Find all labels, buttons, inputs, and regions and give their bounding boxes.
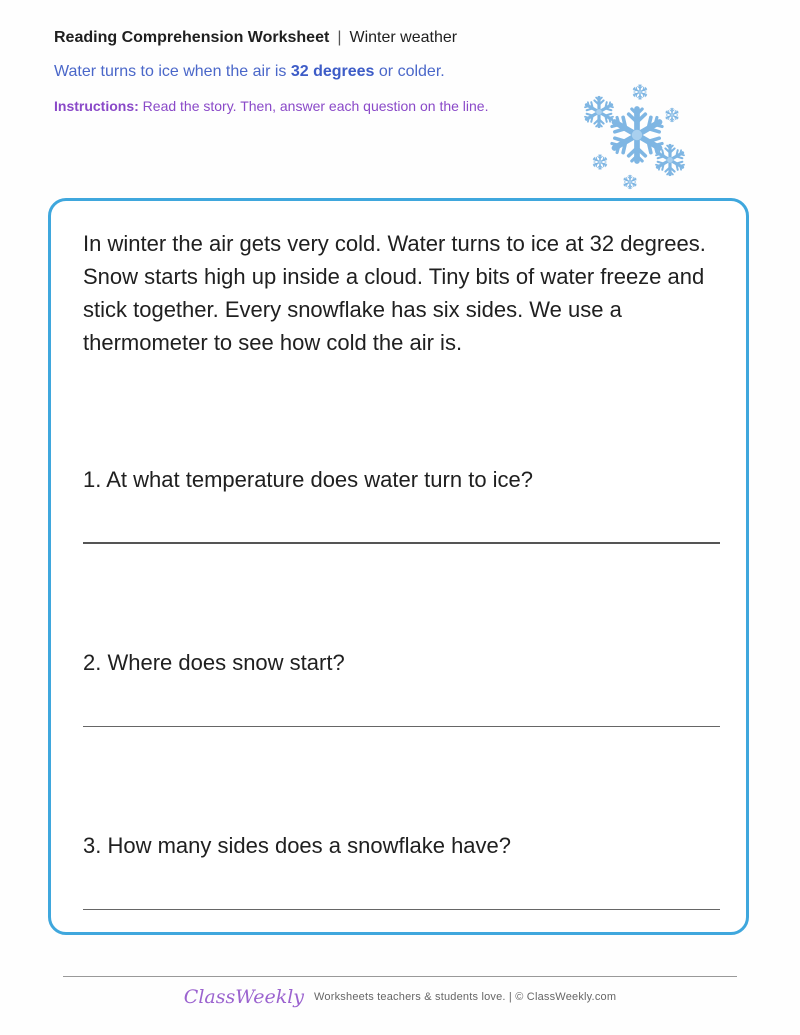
instructions-label: Instructions: (54, 98, 139, 114)
title-row (54, 28, 494, 48)
key-fact-highlight: 32 degrees (290, 63, 375, 80)
answer-line-1[interactable] (83, 542, 720, 544)
title-separator: | (337, 29, 342, 46)
key-fact-before: Water turns to ice when the air is (54, 63, 291, 80)
worksheet-header (54, 28, 494, 117)
instructions-text: Read the story. Then, answer each question on the line. (138, 98, 489, 114)
footer (0, 986, 800, 1008)
key-fact-after: or colder. (374, 63, 445, 80)
snowflakes-icon (575, 80, 695, 195)
question-2: 2. Where does snow start? (83, 650, 345, 675)
story-card (48, 198, 749, 935)
brand-logo: ClassWeekly (183, 986, 305, 1008)
worksheet-title: Reading Comprehension Worksheet (54, 29, 330, 46)
question-1: 1. At what temperature does water turn to ice? (83, 467, 534, 492)
worksheet-topic: Winter weather (349, 29, 458, 46)
footer-divider (63, 976, 737, 977)
story-text: In winter the air gets very cold. Water turns to ice at 32 degrees. Snow starts high up inside a cloud. Tiny bits of water freeze and stick together. Every snowflake has six sides. We use a thermometer to see how cold the air is. (83, 231, 706, 355)
key-fact (54, 62, 494, 82)
question-3: 3. How many sides does a snowflake have? (83, 833, 512, 858)
footer-tagline: Worksheets teachers & students love. | © ClassWeekly.com (314, 991, 617, 1003)
answer-line-2[interactable] (83, 726, 720, 727)
answer-line-3[interactable] (83, 909, 720, 910)
instructions (54, 95, 494, 117)
